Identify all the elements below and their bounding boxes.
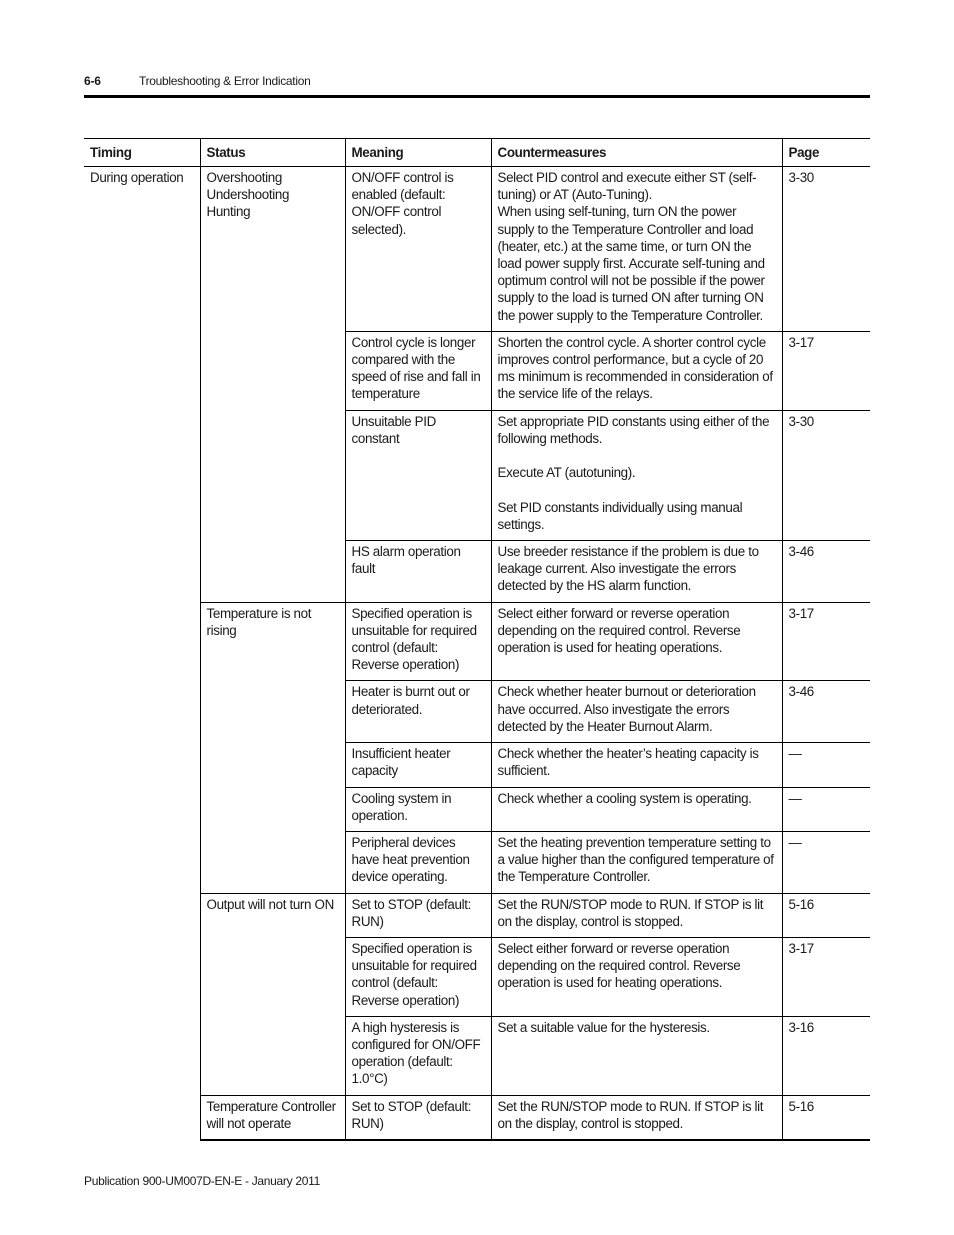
meaning-cell: Heater is burnt out or deteriorated. — [345, 681, 491, 743]
page-cell: 3-17 — [782, 331, 870, 410]
column-header-timing: Timing — [84, 139, 200, 167]
countermeasure-cell: Set appropriate PID constants using either of the following methods. Execute AT (autotuning). Set PID constants individually using manual settings. — [491, 410, 782, 540]
column-header-countermeasures: Countermeasures — [491, 139, 782, 167]
table-row — [84, 1095, 870, 1140]
countermeasure-cell: Set a suitable value for the hysteresis. — [491, 1016, 782, 1095]
page-cell: 3-16 — [782, 1016, 870, 1095]
meaning-cell: Control cycle is longer compared with the speed of rise and fall in temperature — [345, 331, 491, 410]
meaning-cell: Unsuitable PID constant — [345, 410, 491, 540]
publication-footer: Publication 900-UM007D-EN-E - January 2011 — [84, 1174, 320, 1188]
meaning-cell: Set to STOP (default: RUN) — [345, 893, 491, 937]
countermeasure-cell: Set the RUN/STOP mode to RUN. If STOP is lit on the display, control is stopped. — [491, 1095, 782, 1140]
status-cell: Output will not turn ON — [200, 893, 345, 1095]
countermeasure-cell: Select either forward or reverse operation depending on the required control. Reverse operation is used for heating operations. — [491, 602, 782, 681]
meaning-cell: Cooling system in operation. — [345, 787, 491, 831]
table-header-row — [84, 139, 870, 167]
page-cell: 3-46 — [782, 541, 870, 603]
countermeasure-cell: Set the RUN/STOP mode to RUN. If STOP is lit on the display, control is stopped. — [491, 893, 782, 937]
status-cell: Overshooting Undershooting Hunting — [200, 167, 345, 603]
page-cell: 5-16 — [782, 893, 870, 937]
countermeasure-cell: Select PID control and execute either ST (self-tuning) or AT (Auto-Tuning). When using self-tuning, turn ON the power supply to the Temperature Controller and load (heater, etc.) at the same time, or turn ON the load power supply first. Accurate self-tuning and optimum control will not be possible if the power supply to the load is turned ON after turning ON the power supply to the Temperature Controller. — [491, 167, 782, 332]
meaning-cell: Specified operation is unsuitable for required control (default: Reverse operation) — [345, 937, 491, 1016]
column-header-meaning: Meaning — [345, 139, 491, 167]
page-cell: — — [782, 787, 870, 831]
countermeasure-cell: Check whether the heater’s heating capacity is sufficient. — [491, 743, 782, 787]
meaning-cell: Insufficient heater capacity — [345, 743, 491, 787]
countermeasure-cell: Check whether a cooling system is operating. — [491, 787, 782, 831]
header-rule — [84, 95, 870, 98]
table-row — [84, 893, 870, 937]
page-cell: 3-17 — [782, 602, 870, 681]
meaning-cell: Specified operation is unsuitable for required control (default: Reverse operation) — [345, 602, 491, 681]
countermeasure-cell: Check whether heater burnout or deterioration have occurred. Also investigate the errors detected by the Heater Burnout Alarm. — [491, 681, 782, 743]
status-cell: Temperature Controller will not operate — [200, 1095, 345, 1140]
table-row — [84, 602, 870, 681]
status-cell: Temperature is not rising — [200, 602, 345, 893]
meaning-cell: A high hysteresis is configured for ON/OFF operation (default: 1.0°C) — [345, 1016, 491, 1095]
meaning-cell: HS alarm operation fault — [345, 541, 491, 603]
column-header-status: Status — [200, 139, 345, 167]
meaning-cell: Set to STOP (default: RUN) — [345, 1095, 491, 1140]
page-cell: 5-16 — [782, 1095, 870, 1140]
countermeasure-cell: Shorten the control cycle. A shorter control cycle improves control performance, but a cycle of 20 ms minimum is recommended in consideration of the service life of the relays. — [491, 331, 782, 410]
troubleshooting-table — [84, 138, 870, 1141]
page-number: 6-6 — [84, 74, 101, 88]
countermeasure-cell: Set the heating prevention temperature setting to a value higher than the configured temperature of the Temperature Controller. — [491, 831, 782, 893]
page-cell: 3-30 — [782, 410, 870, 540]
column-header-page: Page — [782, 139, 870, 167]
timing-cell: During operation — [84, 167, 200, 1140]
countermeasure-cell: Select either forward or reverse operation depending on the required control. Reverse operation is used for heating operations. — [491, 937, 782, 1016]
running-header-title: Troubleshooting & Error Indication — [139, 74, 311, 88]
page-cell: 3-30 — [782, 167, 870, 332]
page-cell: 3-17 — [782, 937, 870, 1016]
meaning-cell: Peripheral devices have heat prevention device operating. — [345, 831, 491, 893]
page-cell: — — [782, 743, 870, 787]
page-cell: 3-46 — [782, 681, 870, 743]
countermeasure-cell: Use breeder resistance if the problem is due to leakage current. Also investigate the errors detected by the HS alarm function. — [491, 541, 782, 603]
page-cell: — — [782, 831, 870, 893]
meaning-cell: ON/OFF control is enabled (default: ON/OFF control selected). — [345, 167, 491, 332]
table-row — [84, 167, 870, 332]
